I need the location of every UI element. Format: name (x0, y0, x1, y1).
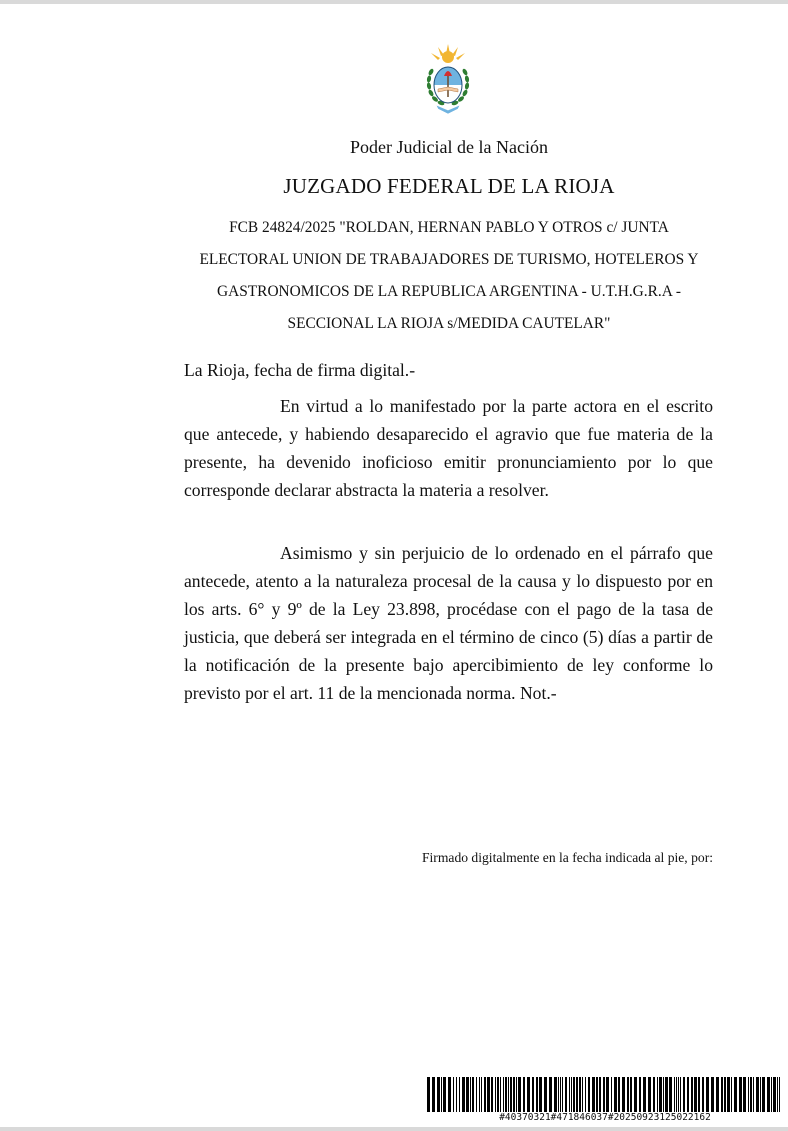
barcode-bar (532, 1077, 534, 1112)
barcode-bar (560, 1077, 561, 1112)
barcode-bar (669, 1077, 672, 1112)
barcode-bar (702, 1077, 704, 1112)
barcode-bar (571, 1077, 572, 1112)
barcode-bar (516, 1077, 517, 1112)
institution-name: Poder Judicial de la Nación (350, 137, 548, 157)
barcode-bar (510, 1077, 512, 1112)
barcode-bar (727, 1077, 730, 1112)
paragraph-2: Asimismo y sin perjuicio de lo ordenado en el párrafo que antecede, atento a la naturaleza procesal de la causa y lo dispuesto por en los arts. 6° y 9º de la Ley 23.898, procédase con el pago de la tasa de justicia, que deberá ser integrada en el término de cinco (5) días a partir de la notificación de la presente bajo apercibimiento de ley conforme lo previsto por el art. 11 de la mencionada norma. Not.- (184, 543, 713, 703)
case-caption-line-2: ELECTORAL UNION DE TRABAJADORES DE TURISMO, HOTELEROS Y (199, 251, 699, 268)
case-caption-line-4: SECCIONAL LA RIOJA s/MEDIDA CAUTELAR" (287, 315, 611, 332)
barcode-bar (627, 1077, 629, 1112)
barcode-bar (508, 1077, 509, 1112)
barcode-bar (711, 1077, 714, 1112)
barcode-bar (698, 1077, 700, 1112)
barcode-bar (683, 1077, 685, 1112)
barcode-bar (603, 1077, 605, 1112)
barcode-bar (743, 1077, 746, 1112)
barcode-bar (536, 1077, 538, 1112)
barcode-bar (596, 1077, 598, 1112)
barcode-bar (648, 1077, 651, 1112)
barcode-bar (606, 1077, 609, 1112)
case-caption-line-3: GASTRONOMICOS DE LA REPUBLICA ARGENTINA - U.T.H.G.R.A - (216, 283, 681, 300)
barcode-bar (487, 1077, 490, 1112)
argentina-coat-of-arms-icon (424, 42, 472, 116)
barcode-bar (756, 1077, 759, 1112)
barcode-bar (503, 1077, 504, 1112)
page-edge-top (0, 0, 788, 4)
sun (442, 51, 454, 63)
ribbon (436, 105, 460, 114)
barcode-icon (427, 1077, 783, 1112)
barcode-bar (706, 1077, 709, 1112)
page-edge-bottom (0, 1127, 788, 1131)
barcode-bar (497, 1077, 499, 1112)
barcode-bar (481, 1077, 482, 1112)
barcode-number: #40370321#471846037#20250923125022162 (499, 1112, 711, 1123)
barcode-bar (470, 1077, 471, 1112)
barcode-bar (721, 1077, 723, 1112)
barcode-bar (432, 1077, 435, 1112)
barcode-bar (539, 1077, 542, 1112)
barcode-bar (665, 1077, 668, 1112)
barcode-bar (582, 1077, 583, 1112)
barcode-bar (437, 1077, 440, 1112)
paragraph-1: En virtud a lo manifestado por la parte actora en el escrito que antecede, y habiendo desaparecido el agravio que fue materia de la presente, ha devenido inoficioso emitir pronunciamiento por lo que corresponde declarar abstracta la materia a resolver. (184, 396, 713, 500)
digital-signature-note: Firmado digitalmente en la fecha indicada al pie, por: (421, 850, 713, 865)
barcode-bar (760, 1077, 761, 1112)
barcode-bar (678, 1077, 679, 1112)
barcode-bar (622, 1077, 625, 1112)
barcode-bar (676, 1077, 677, 1112)
barcode-bar (484, 1077, 486, 1112)
barcode-bar (611, 1077, 612, 1112)
barcode-bar (523, 1077, 525, 1112)
barcode-bar (495, 1077, 496, 1112)
barcode-bar (767, 1077, 770, 1112)
barcode-bar (687, 1077, 689, 1112)
barcode-bar (456, 1077, 457, 1112)
barcode-bar (462, 1077, 465, 1112)
barcode-bar (753, 1077, 754, 1112)
barcode-bar (576, 1077, 578, 1112)
barcode-bar (724, 1077, 726, 1112)
barcode-bar (505, 1077, 507, 1112)
barcode-bar (657, 1077, 658, 1112)
barcode-bar (466, 1077, 469, 1112)
barcode-bar (614, 1077, 617, 1112)
barcode-bar (630, 1077, 632, 1112)
barcode-bar (549, 1077, 552, 1112)
barcode-bar (513, 1077, 515, 1112)
barcode-bar (573, 1077, 575, 1112)
barcode-bar (558, 1077, 559, 1112)
barcode-bar (443, 1077, 446, 1112)
barcode-bar (527, 1077, 530, 1112)
barcode-bar (663, 1077, 664, 1112)
barcode-bar (599, 1077, 601, 1112)
barcode-bar (639, 1077, 641, 1112)
barcode-bar (427, 1077, 430, 1112)
barcode-bar (618, 1077, 620, 1112)
barcode-bar (731, 1077, 732, 1112)
barcode-bar (750, 1077, 752, 1112)
barcode-bar (472, 1077, 474, 1112)
barcode-bar (716, 1077, 719, 1112)
barcode (427, 1077, 783, 1125)
barcode-bar (448, 1077, 451, 1112)
barcode-bar (694, 1077, 697, 1112)
barcode-bar (491, 1077, 493, 1112)
barcode-bar (674, 1077, 675, 1112)
barcode-bar (653, 1077, 655, 1112)
barcode-bar (459, 1077, 460, 1112)
barcode-bar (777, 1077, 778, 1112)
barcode-bar (691, 1077, 693, 1112)
court-title: JUZGADO FEDERAL DE LA RIOJA (283, 174, 615, 198)
barcode-bar (579, 1077, 581, 1112)
barcode-bar (518, 1077, 521, 1112)
barcode-bar (588, 1077, 590, 1112)
barcode-bar (479, 1077, 480, 1112)
barcode-bar (569, 1077, 570, 1112)
case-caption-line-1: FCB 24824/2025 "ROLDAN, HERNAN PABLO Y OTROS c/ JUNTA (229, 219, 669, 236)
barcode-bar (634, 1077, 637, 1112)
barcode-bar (680, 1077, 681, 1112)
barcode-bar (554, 1077, 557, 1112)
barcode-bar (773, 1077, 776, 1112)
barcode-bar (453, 1077, 454, 1112)
barcode-bar (592, 1077, 595, 1112)
barcode-bar (500, 1077, 501, 1112)
barcode-bar (762, 1077, 765, 1112)
barcode-bar (544, 1077, 547, 1112)
barcode-bar (748, 1077, 749, 1112)
barcode-bar (441, 1077, 442, 1112)
barcode-bar (585, 1077, 586, 1112)
barcode-bar (739, 1077, 742, 1112)
barcode-bar (562, 1077, 563, 1112)
barcode-bar (565, 1077, 567, 1112)
barcode-bar (734, 1077, 737, 1112)
barcode-bar (643, 1077, 646, 1112)
barcode-bar (771, 1077, 772, 1112)
barcode-bar (779, 1077, 780, 1112)
barcode-bar (476, 1077, 477, 1112)
barcode-bar (659, 1077, 662, 1112)
date-line: La Rioja, fecha de firma digital.- (184, 360, 416, 380)
